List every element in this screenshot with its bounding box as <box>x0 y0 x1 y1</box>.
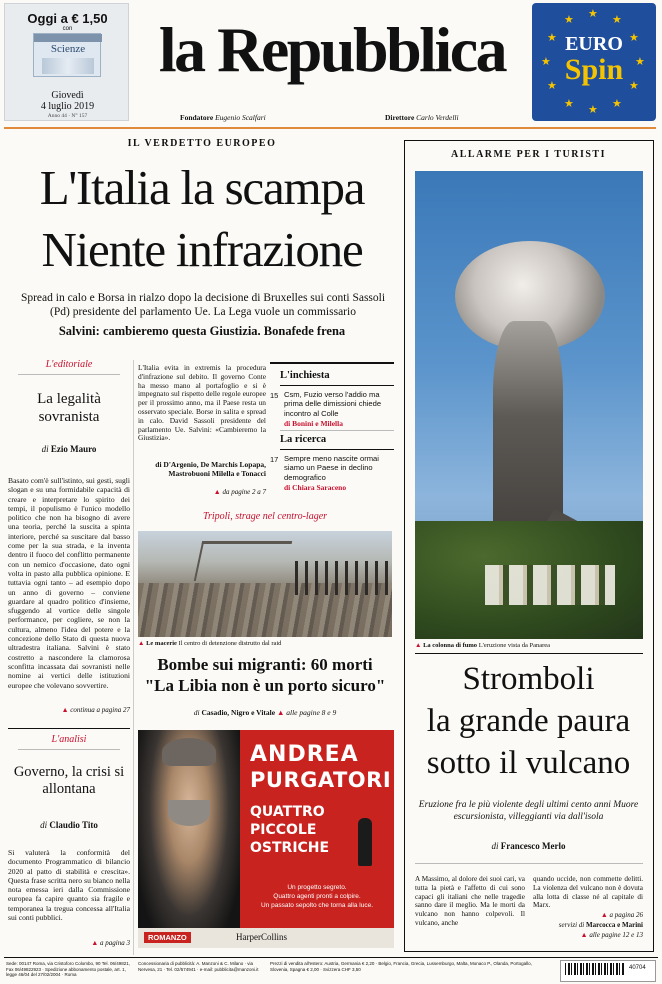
research-text[interactable]: Sempre meno nascite ormai siamo un Paese in declino demografico <box>284 454 379 482</box>
book-author-last: PURGATORI <box>250 768 392 792</box>
analysis-continues <box>8 939 130 947</box>
column-divider <box>133 360 134 955</box>
inquiry-byline: di Bonini e Milella <box>284 419 343 428</box>
star-icon: ★ <box>547 32 557 44</box>
lead-headline-1[interactable]: L'Italia la scampa <box>39 160 365 215</box>
libya-headline-2[interactable]: "La Libia non è un porto sicuro" <box>144 676 386 695</box>
book-blurb-3: Un passato sepolto che torna alla luce. <box>260 902 373 909</box>
supplement-cover-band <box>34 34 102 42</box>
book-title-1: QUATTRO <box>250 804 325 820</box>
promo-box[interactable] <box>532 3 656 121</box>
analysis-byline <box>8 820 130 830</box>
arrow-icon: ▲ <box>580 931 588 939</box>
star-icon: ★ <box>588 8 598 20</box>
stromboli-caption <box>415 642 643 649</box>
promo-line-1: EURO <box>565 33 623 55</box>
star-icon: ★ <box>541 56 551 68</box>
director-name: Carlo Verdelli <box>416 113 459 122</box>
arrow-icon: ▲ <box>276 708 285 717</box>
stromboli-rule-2 <box>415 863 643 864</box>
founder-name: Eugenio Scalfari <box>215 113 266 122</box>
stromboli-byline <box>405 841 652 851</box>
research-rule-top <box>280 430 394 431</box>
stromboli-box <box>404 140 654 952</box>
stromboli-rule <box>415 653 643 654</box>
star-icon: ★ <box>547 80 557 92</box>
stromboli-byline-prefix: di <box>491 841 499 851</box>
research-rule <box>280 449 394 450</box>
editorial-author: Ezio Mauro <box>50 444 97 454</box>
analysis-author: Claudio Tito <box>49 820 98 830</box>
director-label: Direttore <box>385 113 415 122</box>
village-houses <box>485 565 615 605</box>
date: 4 luglio 2019 <box>40 101 95 112</box>
supplement-cover-image <box>42 58 94 74</box>
analysis-label: L'analisi <box>51 734 87 745</box>
analysis-rule <box>18 749 120 750</box>
stromboli-body-1: A Massimo, al dolore dei suoi cari, va tutta la pietà e l'affetto di cui sono capaci gli italiani che nelle tragedie sanno dare il meglio. Ma le morti da vulcano non hanno colpevoli. Il vulcano, anche <box>415 875 525 927</box>
stromboli-services-prefix: servizi di <box>558 921 585 929</box>
silhouette-figure <box>358 818 372 866</box>
lead-kicker: IL VERDETTO EUROPEO <box>127 138 277 149</box>
barcode-bars <box>565 963 625 975</box>
brief-bylines: di D'Argenio, De Marchis Lopapa, Mastrobuoni Milella e Tonacci <box>155 460 266 478</box>
editorial-column <box>8 356 130 720</box>
book-advertisement[interactable] <box>138 730 394 948</box>
libya-headline-1[interactable]: Bombe sui migranti: 60 morti <box>157 655 373 674</box>
footer-rule <box>4 957 658 958</box>
stromboli-headline-2[interactable]: la grande paura <box>426 703 631 739</box>
star-icon: ★ <box>629 80 639 92</box>
barcode-number: 40704 <box>629 965 646 971</box>
founder-label: Fondatore <box>180 113 214 122</box>
stromboli-services-authors: Marcocca e Marini <box>585 921 643 929</box>
analysis-title[interactable]: Governo, la crisi si allontana <box>13 764 125 797</box>
editorial-body: Basato com'è sull'istinto, sui gesti, sugli slogan e su una formidabile capacità di creare e interpretare lo spirito dei tempi, il populismo è l'unico modello politico che non ha bisogno di avere una teoria, perché la suscita a spinta interiore, perché sa suscitare dal basso come per la sua strada, e la inventa dentro il fuoco del conflitto permanente con un nemico d'occasione, dato ogni volta in pasto alla pubblica opinione. E tuttavia ogni tanto – ad esempio dopo un anno di governo – conviene guardare al quadro politico d'insieme, sfuggendo al vortice delle singole performance, per cogliere, se non la cultura, almeno l'idea del potere e la concezione dello Stato di questa nuova ultradestra italiana. Salvini è stato costretto a nascondere la clamorosa sconfitta incassata dai sovranisti nelle nomine ai vertici delle istituzioni europee che volevano sovvertire. <box>8 476 130 690</box>
price-label: Oggi a € 1,50 <box>27 11 108 26</box>
footer-publisher-info: Sede: 00147 Roma, via Cristoforo Colombo, 90 Tel. 06/49821, Fax 06/49822923 · Spedizione abbonamento postale, art. 1, legge 46/04 del 27/02/2004 · Roma <box>6 961 130 978</box>
libya-pages[interactable]: alle pagine 8 e 9 <box>286 708 337 717</box>
analysis-body: Si valuterà la conformità del documento Programmatico di bilancio 2020 al patto di stabilità e crescita». Questa frase scritta nero su bianco nella nota emessa ieri dalla Commissione europea fa capire quanto sia fragile e temporanea la tregua concessa all'Italia sui conti pubblici. <box>8 848 130 923</box>
supplement-cover[interactable] <box>33 33 101 77</box>
analysis-continues-text[interactable]: a pagina 3 <box>100 939 130 947</box>
editorial-byline <box>8 444 130 454</box>
analysis-column <box>8 728 130 953</box>
stromboli-headline-3[interactable]: sotto il vulcano <box>426 745 631 781</box>
book-genre: ROMANZO <box>144 932 191 943</box>
star-icon: ★ <box>635 56 645 68</box>
stromboli-photo[interactable] <box>415 171 643 639</box>
stromboli-caption-label: La colonna di fumo <box>423 642 478 649</box>
masthead <box>0 0 662 130</box>
weekday: Giovedì <box>51 90 84 101</box>
stromboli-services-pages-line <box>533 931 643 939</box>
director-line <box>385 113 459 122</box>
book-blurb-2: Quattro agenti pronti a colpire. <box>273 893 361 900</box>
research-byline: di Chiara Saraceno <box>284 483 347 492</box>
masthead-rule <box>4 127 656 129</box>
newspaper-logo[interactable]: la Repubblica <box>158 14 506 85</box>
libya-authors: Casadio, Nigro e Vitale <box>201 708 276 717</box>
star-icon: ★ <box>564 98 574 110</box>
promo-line-2: Spin <box>564 53 624 86</box>
editorial-continues-text[interactable]: continua a pagina 27 <box>70 706 130 714</box>
photo-structure <box>194 541 293 581</box>
author-photo-beard <box>168 800 210 826</box>
libya-caption-text: Il centro di detenzione distrutto dal raid <box>178 640 282 647</box>
arrow-icon: ▲ <box>61 706 69 714</box>
author-photo <box>138 730 240 948</box>
caption-marker-icon: ▲ <box>138 640 145 647</box>
arrow-icon: ▲ <box>600 911 608 919</box>
sidebar-boxes <box>270 362 394 502</box>
brief-pages <box>138 488 266 496</box>
issue-number: Anno 44 · N° 157 <box>47 113 88 119</box>
book-cover <box>240 730 394 948</box>
star-icon: ★ <box>629 32 639 44</box>
inquiry-rule <box>280 385 394 386</box>
arrow-icon: ▲ <box>91 939 99 947</box>
stromboli-caption-text: L'eruzione vista da Panarea <box>478 642 551 649</box>
star-icon: ★ <box>612 14 622 26</box>
stromboli-headline-1[interactable]: Stromboli <box>462 661 595 697</box>
lead-brief: L'Italia evita in extremis la procedura d'infrazione sul debito. Il governo Conte ha messo mano al portafoglio e si è impegnato sul rispetto delle regole europee per il prossimo anno, ma il Paese resta un osservato speciale. Borse in salita e spread in calo. David Sassoli presidente del parlamento Ue. Salvini: «Cambieremo la Giustizia». <box>138 364 266 443</box>
book-title-3: OSTRICHE <box>250 840 330 856</box>
libya-byline-prefix: di <box>193 708 200 717</box>
libya-caption-label: Le macerie <box>146 640 177 647</box>
supplement-title: Scienze <box>50 43 86 55</box>
brief-pages-text[interactable]: da pagine 2 a 7 <box>222 488 266 496</box>
editorial-rule <box>18 374 120 375</box>
libya-byline <box>138 708 392 717</box>
inquiry-label: L'inchiesta <box>280 370 330 381</box>
caption-marker-icon: ▲ <box>415 642 422 649</box>
photo-people <box>288 561 388 595</box>
libya-caption <box>138 640 392 647</box>
editorial-continues <box>8 706 130 714</box>
book-title-2: PICCOLE <box>250 822 317 838</box>
barcode <box>560 960 656 982</box>
book-footer <box>138 928 394 948</box>
stromboli-services <box>533 921 643 929</box>
book-publisher: HarperCollins <box>236 932 287 942</box>
research-page: 17 <box>270 455 279 464</box>
book-blurb-1: Un progetto segreto. <box>287 884 347 891</box>
lead-deck: Spread in calo e Borsa in rialzo dopo la decisione di Bruxelles sui conti Sassoli (Pd) presidente del parlamento Ue. La Lega vuole un commissario <box>20 292 386 318</box>
lead-headline-2[interactable]: Niente infrazione <box>41 222 363 277</box>
footer-advertising-info: Concessionaria di pubblicità: A. Manzoni & C. Milano · via Nervesa, 21 · Tel. 02/574941 · e-mail: pubblicita@manzoni.it <box>138 961 259 972</box>
stromboli-services-pages[interactable]: alle pagine 12 e 13 <box>589 931 643 939</box>
lead-subdeck: Salvini: cambieremo questa Giustizia. Bonafede frena <box>58 324 346 338</box>
arrow-icon: ▲ <box>213 488 221 496</box>
editorial-title[interactable]: La legalità sovranista <box>37 391 101 425</box>
book-author-first: ANDREA <box>250 742 359 767</box>
foreground-village <box>415 521 643 639</box>
stromboli-continues <box>533 911 643 919</box>
star-icon: ★ <box>588 104 598 116</box>
editorial-byline-prefix: di <box>41 444 49 454</box>
price-with: con <box>62 26 73 32</box>
inquiry-text[interactable]: Csm, Fuzio verso l'addio ma prima delle dimissioni chiede incontro al Colle <box>284 390 382 418</box>
star-icon: ★ <box>564 14 574 26</box>
stromboli-deck: Eruzione fra le più violente degli ultimi cento anni Muore escursionista, villeggianti via dall'isola <box>418 800 639 822</box>
founder-line <box>180 113 266 122</box>
analysis-byline-prefix: di <box>40 820 48 830</box>
footer-prices: Prezzi di vendita all'estero: Austria, Germania € 2,20 · Belgio, Francia, Grecia, Lussemburgo, Malta, Monaco P., Olanda, Portogallo, Slovenia, Spagna € 2,00 · Svizzera CHF 3,50 <box>270 961 532 972</box>
libya-kicker: Tripoli, strage nel centro-lager <box>202 511 328 522</box>
analysis-rule-top <box>8 728 130 729</box>
stromboli-author: Francesco Merlo <box>500 841 566 851</box>
editorial-label: L'editoriale <box>45 359 93 370</box>
stromboli-body-2: quando uccide, non commette delitti. La violenza del vulcano non è dovuta alla lotta di classe né al capitale di Marx. <box>533 875 643 910</box>
research-label: La ricerca <box>280 434 327 445</box>
libya-photo[interactable] <box>138 531 392 637</box>
price-box <box>4 3 129 121</box>
inquiry-page: 15 <box>270 391 279 400</box>
stromboli-kicker: ALLARME PER I TURISTI <box>451 149 606 160</box>
stromboli-continues-text[interactable]: a pagina 26 <box>609 911 643 919</box>
star-icon: ★ <box>612 98 622 110</box>
author-photo-hair <box>162 738 216 766</box>
